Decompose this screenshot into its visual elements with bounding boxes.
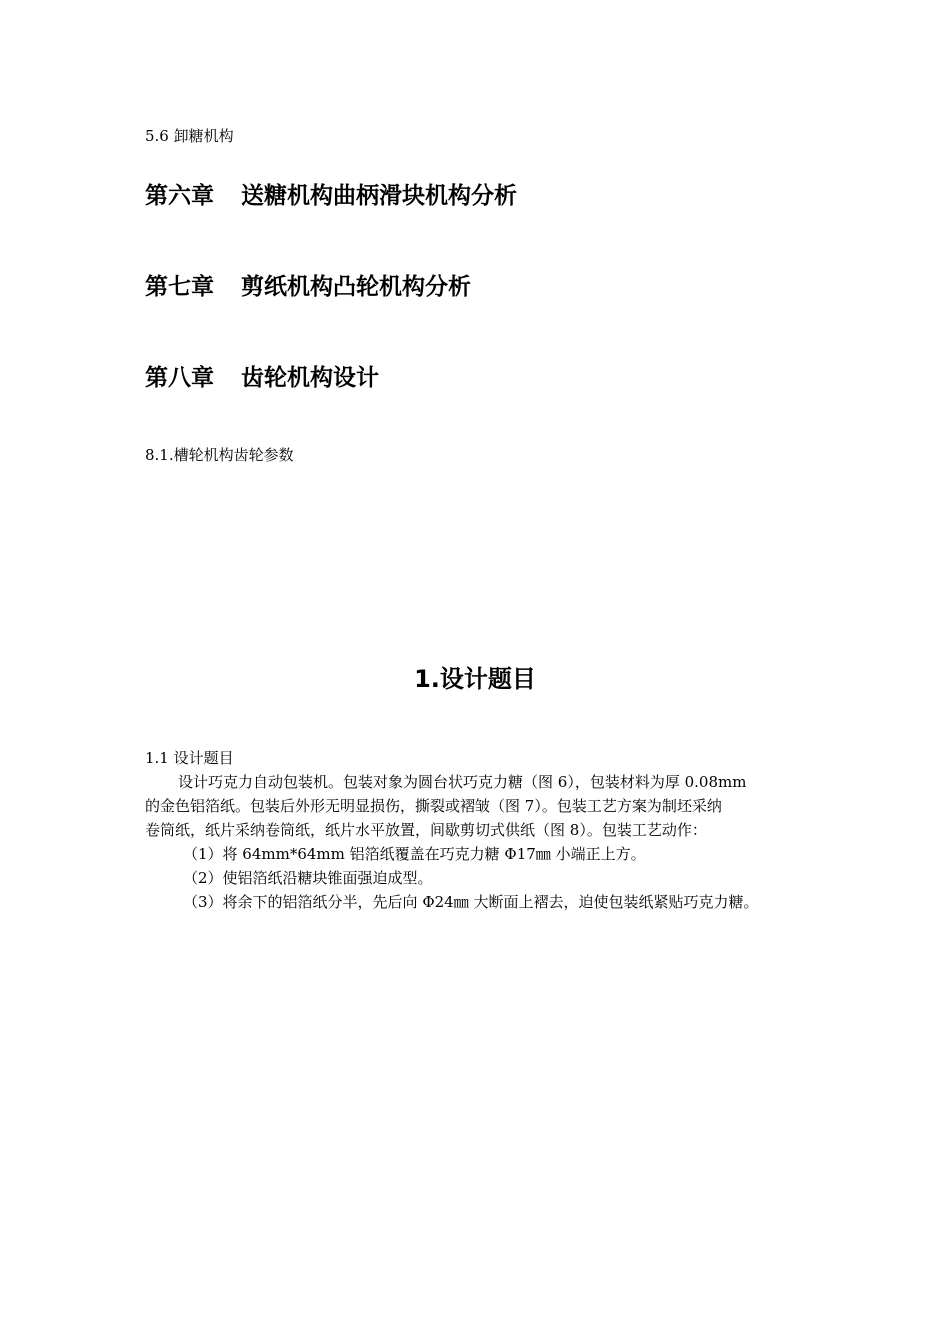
list-item: （3）将余下的铝箔纸分半，先后向 Φ24㎜ 大断面上褶去，迫使包装纸紧贴巧克力糖。	[183, 893, 759, 911]
section-8-1-heading: 8.1.槽轮机构齿轮参数	[145, 446, 294, 464]
body-text	[145, 770, 815, 914]
chapter-8-number: 第八章	[145, 365, 214, 391]
list-item: （2）使铝箔纸沿糖块锥面强迫成型。	[183, 869, 433, 887]
chapter-7-number: 第七章	[145, 274, 214, 300]
section-1-1-heading: 1.1 设计题目	[145, 749, 234, 767]
chapter-8-heading	[145, 363, 379, 393]
chapter-7-heading	[145, 272, 471, 302]
paragraph-line: 卷筒纸，纸片采纳卷筒纸，纸片水平放置，间歇剪切式供纸（图 8）。包装工艺动作：	[145, 821, 707, 839]
chapter-8-title: 齿轮机构设计	[241, 365, 379, 391]
section-5-6-heading: 5.6 卸糖机构	[145, 127, 234, 145]
paragraph-line: 的金色铝箔纸。包装后外形无明显损伤，撕裂或褶皱（图 7）。包装工艺方案为制坯采纳	[145, 797, 722, 815]
chapter-6-heading	[145, 181, 517, 211]
page-title: 1.设计题目	[414, 665, 536, 693]
paragraph-line: 设计巧克力自动包装机。包装对象为圆台状巧克力糖（图 6），包装材料为厚 0.08mm	[178, 773, 747, 791]
chapter-7-title: 剪纸机构凸轮机构分析	[241, 274, 471, 300]
chapter-6-title: 送糖机构曲柄滑块机构分析	[241, 183, 517, 209]
list-item: （1）将 64mm*64mm 铝箔纸覆盖在巧克力糖 Φ17㎜ 小端正上方。	[183, 845, 646, 863]
chapter-6-number: 第六章	[145, 183, 214, 209]
